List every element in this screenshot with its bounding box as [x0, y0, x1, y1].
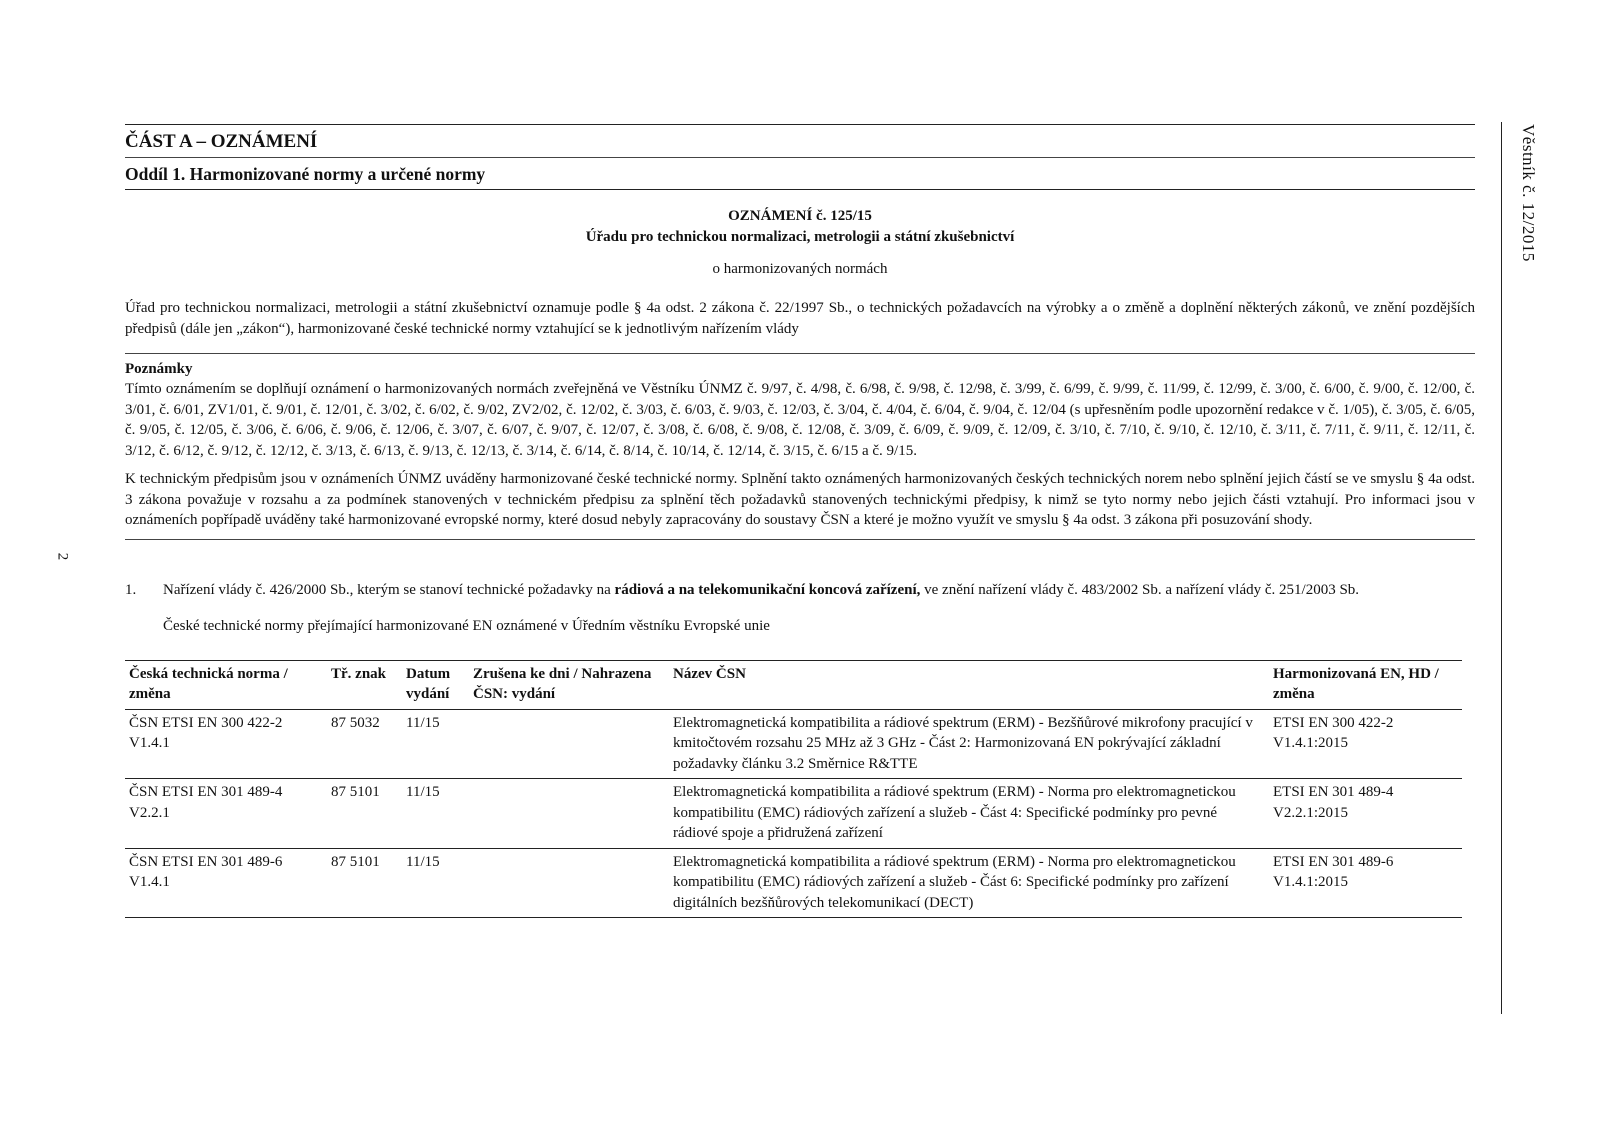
column-header-class: Tř. znak: [327, 660, 402, 709]
bulletin-label: Věstník č. 12/2015: [1519, 124, 1538, 262]
notes-paragraph: Tímto oznámením se doplňují oznámení o harmonizovaných normách zveřejněná ve Věstníku ÚNMZ č. 9/97, č. 4/98, č. 6/98, č. 9/98, č. 12/98, č. 3/99, č. 6/99, č. 9/99, č. 11/99, č. 12/99, č. 3/00, č. 6/00, č. 9/00, č. 12/00, č. 3/01, č. 6/01, ZV1/01, č. 9/01, č. 12/01, č. 3/02, č. 6/02, č. 9/02, ZV2/02, č. 12/02, č. 3/03, č. 6/03, č. 9/03, č. 12/03, č. 3/04, č. 4/04, č. 6/04, č. 9/04, č. 12/04 (s upřesněním podle upozornění redakce v č. 1/05), č. 3/05, č. 6/05, č. 9/05, č. 12/05, č. 3/06, č. 6/06, č. 9/06, č. 12/06, č. 3/07, č. 6/07, č. 9/07, č. 12/07, č. 3/08, č. 6/08, č. 9/08, č. 12/08, č. 3/09, č. 6/09, č. 9/09, č. 12/09, č. 3/10, č. 7/10, č. 9/10, č. 12/10, č. 3/11, č. 7/11, č. 9/11, č. 12/11, č. 3/12, č. 6/12, č. 9/12, č. 12/12, č. 3/13, č. 6/13, č. 9/13, č. 12/13, č. 3/14, č. 6/14, č. 8/14, č. 10/14, č. 12/14, č. 3/15, č. 6/15 a č. 9/15.: [125, 381, 1475, 459]
cell-cancelled: [469, 709, 669, 779]
notes-heading: Poznámky: [125, 361, 193, 377]
table-row: [125, 709, 1462, 779]
page-number: 2: [54, 552, 71, 561]
cell-date: 11/15: [402, 848, 469, 918]
technical-regulations-paragraph: K technickým předpisům jsou v oznámeních ÚNMZ uváděny harmonizované české technické normy. Splnění takto oznámených harmonizovaných českých technických norem nebo splnění jejich částí se ve smyslu § 4a odst. 3 zákona považuje v rozsahu a za podmínek stanovených v technickém předpisu za splnění těch požadavků stanovených technickými předpisy, k nimž se tyto normy nebo jejich části vztahují. Pro informaci jsou v oznámeních popřípadě uváděny také harmonizované evropské normy, které dosud nebyly zapracovány do soustavy ČSN a které je možno využít ve smyslu § 4a odst. 3 zákona při posuzování shody.: [125, 471, 1475, 528]
document-body: [125, 124, 1475, 918]
cell-date: 11/15: [402, 779, 469, 849]
cell-date: 11/15: [402, 709, 469, 779]
cell-harmonized: ETSI EN 301 489-4 V2.2.1:2015: [1269, 779, 1462, 849]
cell-norm: ČSN ETSI EN 301 489-6 V1.4.1: [125, 848, 327, 918]
margin-rule: [1501, 122, 1502, 1014]
cell-cancelled: [469, 848, 669, 918]
notice-number: OZNÁMENÍ č. 125/15: [728, 208, 872, 224]
cell-title: Elektromagnetická kompatibilita a rádiové spektrum (ERM) - Norma pro elektromagnetickou kompatibilitu (EMC) rádiových zařízení a služeb - Část 6: Specifické podmínky pro zařízení digitálních bezšňůrových telekomunikací (DECT): [669, 848, 1269, 918]
column-header-date: Datum vydání: [402, 660, 469, 709]
column-header-norm: Česká technická norma / změna: [125, 660, 327, 709]
table-row: [125, 779, 1462, 849]
cell-cancelled: [469, 779, 669, 849]
regulation-text: Nařízení vlády č. 426/2000 Sb., kterým se stanoví technické požadavky na rádiová a na telekomunikační koncová zařízení, ve znění nařízení vlády č. 483/2002 Sb. a nařízení vlády č. 251/2003 Sb.: [163, 581, 1360, 598]
regulation-number: 1.: [125, 581, 137, 598]
divider: [125, 539, 1475, 540]
cell-harmonized: ETSI EN 301 489-6 V1.4.1:2015: [1269, 848, 1462, 918]
cell-class: 87 5101: [327, 848, 402, 918]
column-header-title: Název ČSN: [669, 660, 1269, 709]
regulation-item: [125, 580, 1475, 600]
divider: [125, 189, 1475, 190]
norms-table: [125, 660, 1462, 919]
cell-harmonized: ETSI EN 300 422-2 V1.4.1:2015: [1269, 709, 1462, 779]
cell-norm: ČSN ETSI EN 301 489-4 V2.2.1: [125, 779, 327, 849]
notice-subject: o harmonizovaných normách: [712, 261, 888, 277]
cell-class: 87 5101: [327, 779, 402, 849]
column-header-cancelled: Zrušena ke dni / Nahrazena ČSN: vydání: [469, 660, 669, 709]
cell-title: Elektromagnetická kompatibilita a rádiové spektrum (ERM) - Bezšňůrové mikrofony pracující v kmitočtovém rozsahu 25 MHz až 3 GHz - Část 2: Harmonizovaná EN pokrývající základní požadavky článku 3.2 Směrnice R&TTE: [669, 709, 1269, 779]
divider: [125, 353, 1475, 354]
table-row: [125, 848, 1462, 918]
column-header-harmonized: Harmonizovaná EN, HD / změna: [1269, 660, 1462, 709]
intro-paragraph: Úřad pro technickou normalizaci, metrologii a státní zkušebnictví oznamuje podle § 4a odst. 2 zákona č. 22/1997 Sb., o technických požadavcích na výrobky a o změně a doplnění některých zákonů, ve znění pozdějších předpisů (dále jen „zákon“), harmonizované české technické normy vztahující se k jednotlivým nařízením vlády: [125, 300, 1475, 337]
notice-authority: Úřadu pro technickou normalizaci, metrologii a státní zkušebnictví: [585, 229, 1015, 245]
table-header-row: [125, 660, 1462, 709]
cell-norm: ČSN ETSI EN 300 422-2 V1.4.1: [125, 709, 327, 779]
regulation-subject: rádiová a na telekomunikační koncová zařízení,: [614, 581, 921, 598]
part-title: ČÁST A – OZNÁMENÍ: [125, 131, 318, 152]
section-title: Oddíl 1. Harmonizované normy a určené normy: [125, 164, 486, 184]
regulation-subheading: České technické normy přejímající harmonizované EN oznámené v Úředním věstníku Evropské unie: [163, 617, 770, 634]
notice-heading: [125, 206, 1475, 280]
cell-class: 87 5032: [327, 709, 402, 779]
cell-title: Elektromagnetická kompatibilita a rádiové spektrum (ERM) - Norma pro elektromagnetickou kompatibilitu (EMC) rádiových zařízení a služeb - Část 4: Specifické podmínky pro pevné rádiové spoje a přidružená zařízení: [669, 779, 1269, 849]
